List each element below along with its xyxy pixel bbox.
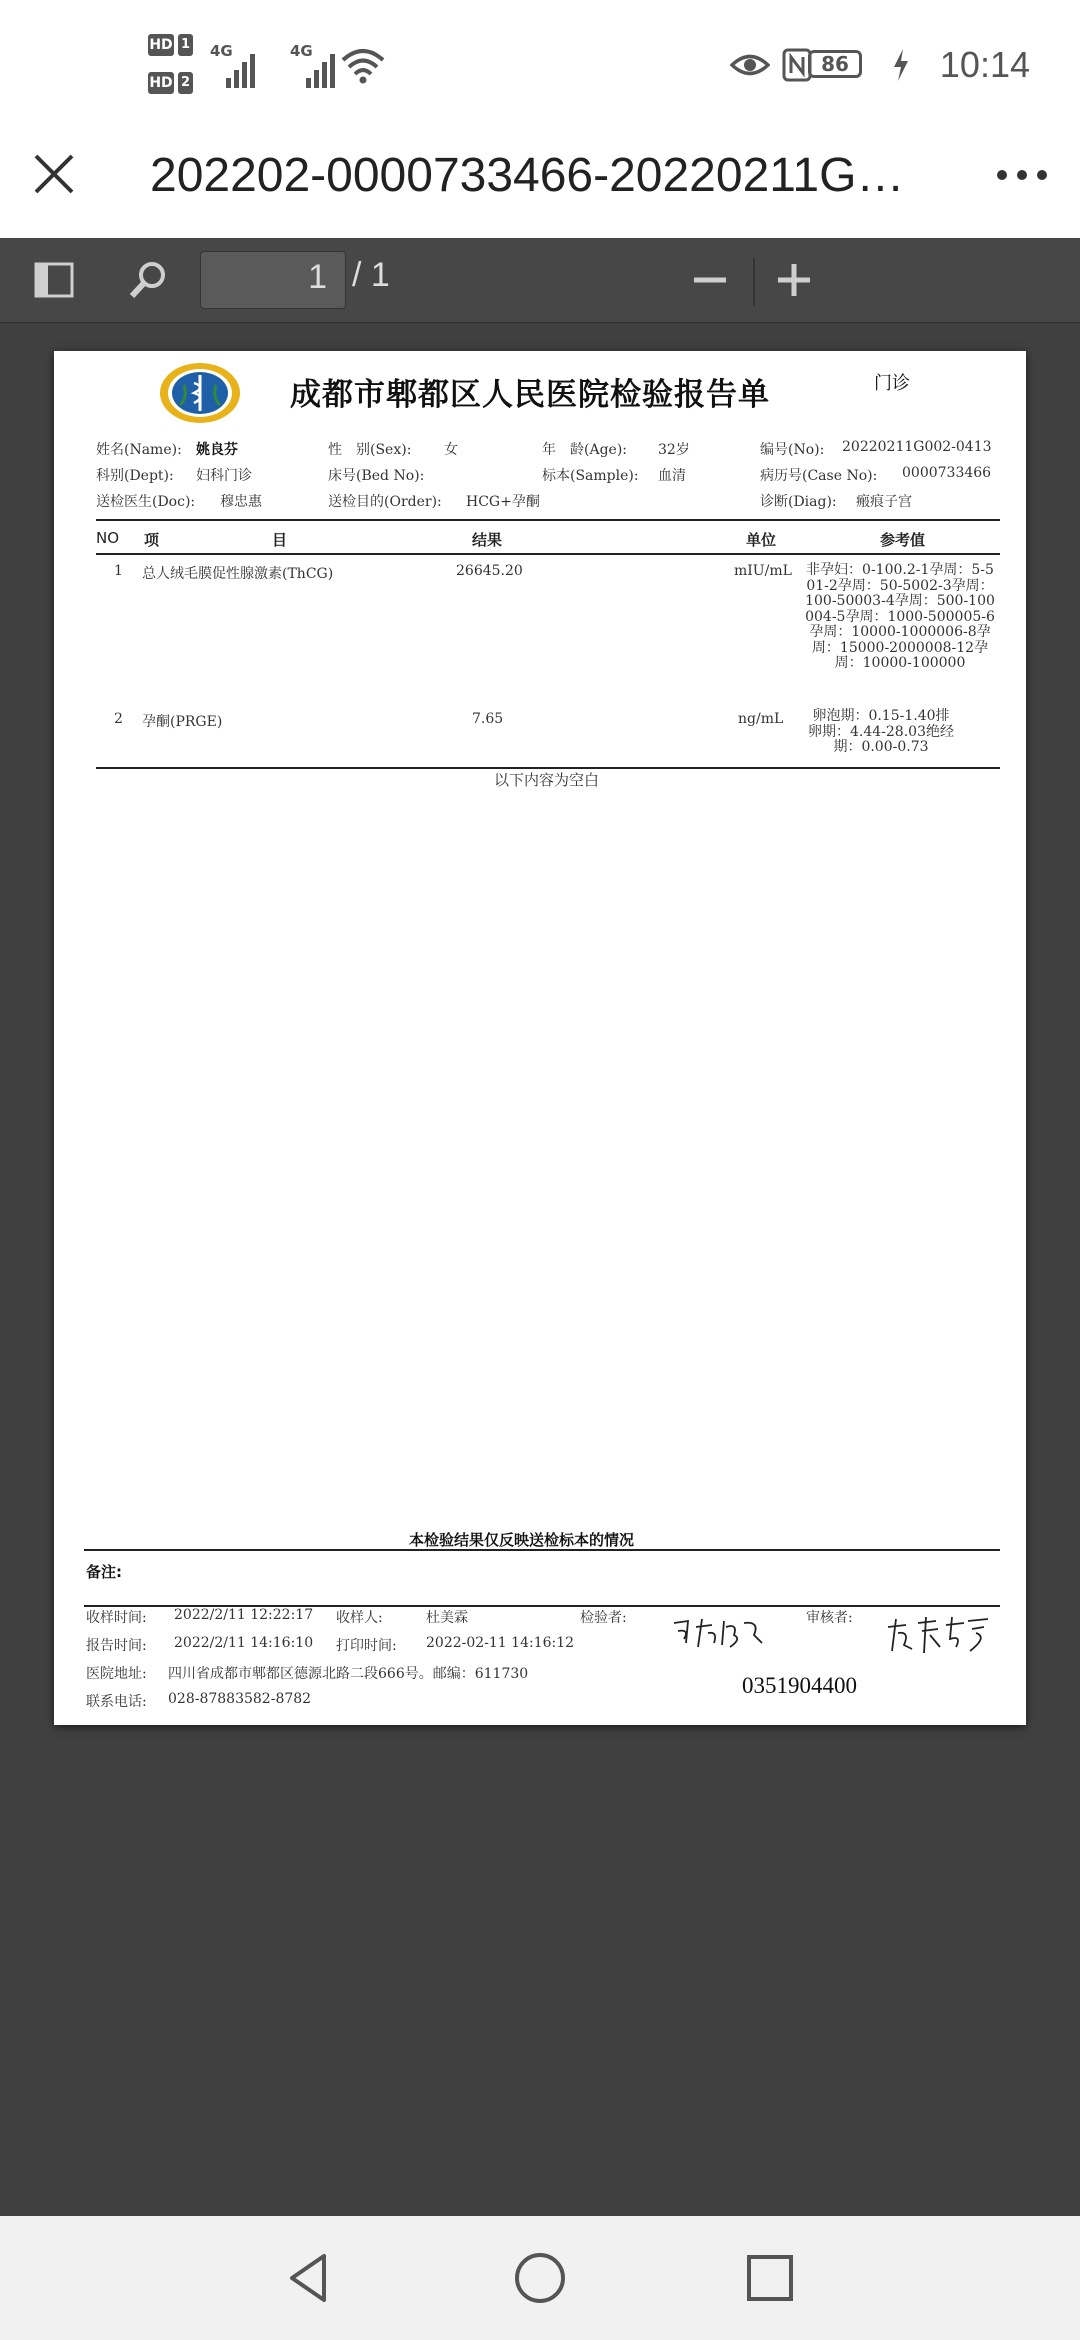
address-label: 医院地址: [86, 1666, 147, 1682]
col-unit: 单位 [746, 531, 777, 549]
collect-label: 收样时间: [86, 1610, 147, 1626]
print-time: 2022-02-11 14:16:12 [426, 1635, 575, 1651]
hd-voice-icon-1: HD [148, 34, 174, 56]
case-label: 病历号(Case No): [760, 468, 878, 484]
header-rule [96, 519, 1000, 521]
name-label: 姓名(Name): [96, 442, 182, 458]
navigation-bar [0, 2216, 1080, 2340]
col-ref: 参考值 [880, 531, 926, 549]
table-header-rule [96, 553, 1000, 555]
dept-label: 科别(Dept): [96, 468, 174, 484]
row-item: 总人绒毛膜促性腺激素(ThCG) [142, 566, 334, 582]
inspector-signature [668, 1613, 768, 1653]
toolbar-separator [753, 258, 755, 306]
report-title: 成都市郫都区人民医院检验报告单 [290, 377, 770, 413]
report-time-label: 报告时间: [86, 1638, 147, 1654]
remark-label: 备注: [86, 1563, 122, 1581]
row-result: 7.65 [472, 711, 504, 727]
clock: 10:14 [939, 44, 1030, 85]
dept: 妇科门诊 [196, 468, 252, 484]
network-type-label: 4G [210, 42, 233, 60]
phone-label: 联系电话: [86, 1694, 147, 1710]
footnote-rule [84, 1549, 1000, 1551]
row-no: 2 [114, 711, 123, 727]
patient-name: 姚良芬 [196, 442, 238, 458]
row-result: 26645.20 [456, 563, 523, 579]
no-label: 编号(No): [760, 442, 825, 458]
auditor-label: 审核者: [806, 1610, 853, 1626]
collect-time: 2022/2/11 12:22:17 [174, 1607, 314, 1623]
zoom-in-icon[interactable] [772, 258, 816, 302]
doc-label: 送检医生(Doc): [96, 494, 196, 510]
age-label: 年 龄(Age): [542, 442, 627, 458]
row-reference: 非孕妇：0-100.2-1孕周：5-501-2孕周：50-5002-3孕周：100-50003-4孕周：500-100004-5孕周：1000-500005-6孕周：10000-1000006-8孕周：15000-2000008-12孕周：10000-100000 [805, 562, 995, 671]
col-item-2: 目 [272, 531, 288, 549]
visit-type: 门诊 [874, 373, 910, 394]
inspector-label: 检验者: [580, 1610, 627, 1626]
row-no: 1 [114, 563, 123, 579]
sample-label: 标本(Sample): [542, 468, 639, 484]
wifi-icon [340, 46, 386, 86]
eye-icon [730, 52, 770, 78]
barcode-number: 0351904400 [742, 1673, 857, 1698]
sim1-label: 1 [178, 34, 193, 56]
diag-label: 诊断(Diag): [760, 494, 837, 510]
pdf-page [54, 351, 1026, 1725]
row-item: 孕酮(PRGE) [142, 714, 223, 730]
network-type-label-2: 4G [290, 42, 313, 60]
collector-label: 收样人: [336, 1610, 383, 1626]
case-no: 0000733466 [902, 465, 992, 481]
doctor: 穆忠惠 [220, 494, 262, 510]
report-no: 20220211G002-0413 [842, 439, 992, 455]
auditor-signature [884, 1613, 994, 1657]
col-result: 结果 [472, 531, 503, 549]
col-no: NO [96, 529, 120, 547]
address: 四川省成都市郫都区德源北路二段666号。邮编：611730 [168, 1666, 529, 1682]
hospital-logo [158, 361, 242, 425]
print-time-label: 打印时间: [336, 1638, 397, 1654]
sim2-label: 2 [178, 72, 193, 94]
sex-label: 性 别(Sex): [328, 442, 412, 458]
collector: 杜美霖 [426, 1610, 468, 1626]
more-options-icon[interactable] [994, 160, 1050, 190]
page-current: 1 [308, 258, 327, 296]
sample: 血清 [658, 468, 686, 484]
status-bar [0, 0, 1080, 130]
col-item-1: 项 [144, 531, 160, 549]
patient-sex: 女 [444, 442, 458, 458]
diagnosis: 瘢痕子宫 [856, 494, 912, 510]
zoom-out-icon[interactable] [688, 258, 732, 302]
row-reference: 卵泡期：0.15-1.40排卵期：4.44-28.03绝经期：0.00-0.73 [808, 708, 954, 755]
title-bar [0, 130, 1080, 238]
phone: 028-87883582-8782 [168, 1691, 312, 1707]
page-total: / 1 [352, 256, 390, 294]
recents-icon[interactable] [740, 2248, 800, 2308]
charging-icon [892, 48, 910, 82]
pdf-viewer[interactable] [0, 323, 1080, 2216]
hd-voice-icon-2: HD [148, 72, 174, 94]
document-title: 202202-0000733466-20220211G… [150, 149, 905, 202]
close-icon[interactable] [30, 150, 78, 198]
order-label: 送检目的(Order): [328, 494, 442, 510]
back-icon[interactable] [280, 2248, 340, 2308]
pdf-toolbar [0, 238, 1080, 323]
bed-label: 床号(Bed No): [328, 468, 425, 484]
search-icon[interactable] [126, 258, 170, 302]
status-right [730, 40, 1030, 90]
row-unit: ng/mL [738, 711, 784, 727]
sidebar-toggle-icon[interactable] [32, 258, 76, 302]
blank-note: 以下内容为空白 [494, 771, 600, 789]
report-time: 2022/2/11 14:16:10 [174, 1635, 314, 1651]
footnote: 本检验结果仅反映送检标本的情况 [409, 1531, 635, 1549]
home-icon[interactable] [510, 2248, 570, 2308]
row-unit: mIU/mL [734, 563, 792, 579]
order: HCG+孕酮 [466, 494, 540, 510]
page-number-input[interactable] [200, 251, 346, 309]
patient-age: 32岁 [658, 442, 690, 458]
battery-icon: 86 [808, 50, 862, 78]
